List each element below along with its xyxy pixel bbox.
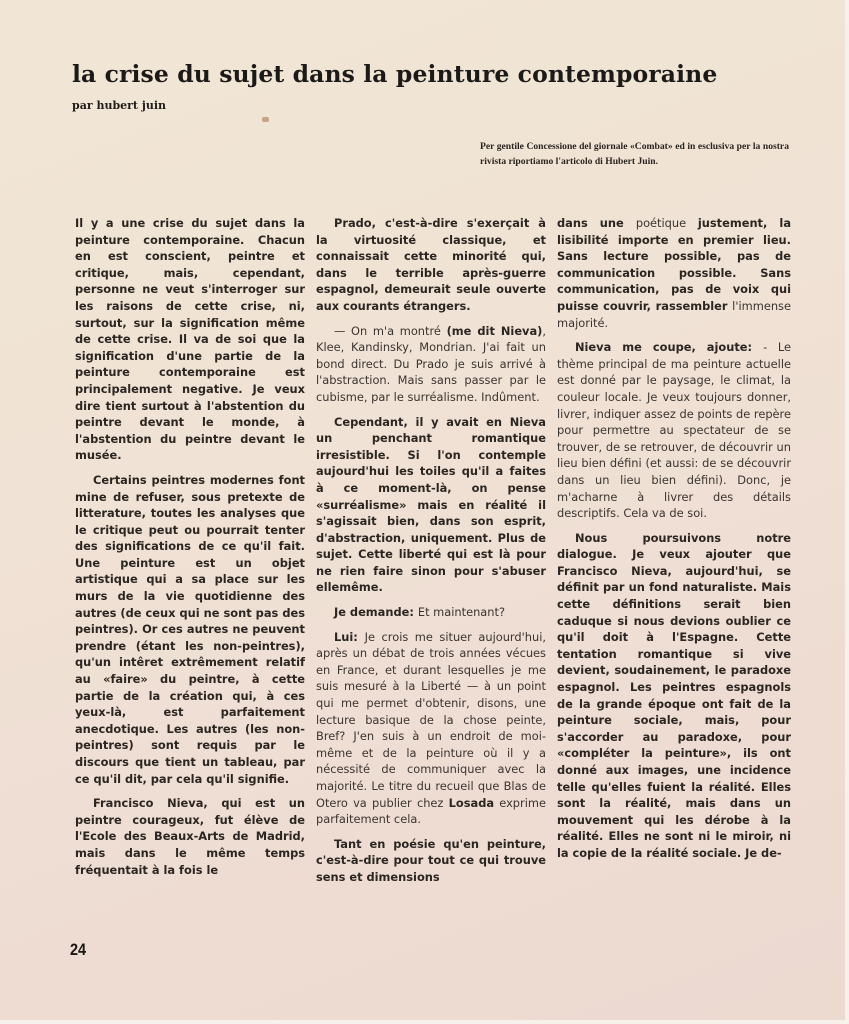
regular-text-run: exprime parfaitement cela. <box>316 795 546 827</box>
article-paragraph <box>557 339 791 522</box>
bold-text-run: Losada <box>448 795 495 810</box>
text-column-3 <box>557 215 791 870</box>
paper-stain <box>262 117 269 122</box>
regular-text-run: , Klee, Kandinsky, Mondrian. J'ai fait un bond direct. Du Prado je suis arrivé à l'abstraction. Mais sans passer par le cubisme, par le surréalisme. Indûment. <box>316 323 546 404</box>
text-column-1 <box>75 215 305 886</box>
bold-text-run: Nieva me coupe, ajoute: <box>575 340 764 355</box>
regular-text-run: poétique <box>635 216 698 230</box>
bold-text-run: justement, la lisibilité importe en premier lieu. Sans lecture possible, pas de communication possible. Sans communication, pas de voix qui puisse couvrir, rassembler <box>557 216 792 313</box>
article-paragraph: Tant en poésie qu'en peinture, c'est-à-dire pour tout ce qui trouve sens et dimensions <box>316 836 546 884</box>
bold-text-run: (me dit Nieva) <box>446 323 543 338</box>
regular-text-run: - Le thème principal de ma peinture actuelle est donné par le paysage, le climat, la couleur locale. Je veux toujours donner, livrer, indiquer assez de points de repère pour permettre au spectateur de se trouver, de se retrouver, de découvrir un lieu bien défini (et aussi: de se découvrir dans un lieu bien défini). Donc, je m'acharne à livrer des détails descriptifs. Cela va de soi. <box>557 340 791 521</box>
article-paragraph: Prado, c'est-à-dire s'exerçait à la virtuosité classique, et connaissait cette minorité qui, dans le terrible après-guerre espagnol, demeurait seule ouverte aux courants étrangers. <box>316 216 546 313</box>
article-paragraph <box>316 629 546 828</box>
article-paragraph: Cependant, il y avait en Nieva un penchant romantique irresistible. Si l'on contemple aujourd'hui les toiles qu'il a faites à ce moment-là, on pense «surréalisme» mais en réalité il s'agissait bien, dans son esprit, d'abstraction, uniquement. Plus de sujet. Cette liberté qui est là pour ne rien faire sinon pour s'abuser ellemême. <box>316 414 546 595</box>
bold-text-run: dans une <box>557 216 636 230</box>
text-column-2 <box>316 215 546 894</box>
article-paragraph: Nous poursuivons notre dialogue. Je veux ajouter que Francisco Nieva, aujourd'hui, se définit par un fond naturaliste. Mais cette définitions serait bien caduque si nous devions oublier ce qu'il doit à l'Espagne. Cette tentation romantique si vive devient, soudainement, le paradoxe espagnol. Les peintres espagnols de la grande époque ont fait de la peinture sociale, mais, pour s'accorder au paradoxe, pour «compléter la peinture», ils ont donné aux images, une incidence telle qu'elles fuient la réalité. Elles sont la réalité, mais dans un mouvement qui les dérobe à la réalité. Elles ne sont ni le miroir, ni la copie de la réalité sociale. Je de- <box>557 530 791 860</box>
article-paragraph <box>316 323 546 406</box>
article-byline: par hubert juin <box>72 99 166 112</box>
regular-text-run: Et maintenant? <box>417 605 506 620</box>
article-paragraph: Il y a une crise du sujet dans la peinture contemporaine. Chacun en est conscient, peintre et critique, mais, cependant, personne ne veut s'interroger sur les raisons de cette crise, ni, surtout, sur la signification même de cette crise. Il va de soi que la signification d'une partie de la peinture contemporaine est principalement negative. Je veux dire tient surtout à l'abstention du peintre devant le monde, à l'abstention du peintre devant le musée. <box>75 216 305 463</box>
article-paragraph: Francisco Nieva, qui est un peintre courageux, fut élève de l'Ecole des Beaux-Arts de Madrid, mais dans le même temps fréquentait à la fois le <box>75 796 305 877</box>
article-paragraph <box>557 215 791 331</box>
article-paragraph: Certains peintres modernes font mine de refuser, sous pretexte de litterature, toutes les analyses que le critique peut ou pourrait tenter des significations de ce qu'il fait. Une peinture est un objet artistique qui a sa place sur les murs de la vie quotidienne des autres (de ceux qui ne sont pas des peintres). Or ces autres ne peuvent prendre (étant les non-peintres), qu'un intêret extrêmement relatif au «faire» du peintre, à cette partie de la création qui, à ces yeux-là, est parfaitement anecdotique. Les autres (les non-peintres) sont requis par le discours que tient un tableau, par ce qu'il dit, par cela qu'il signifie. <box>75 472 305 786</box>
page-number: 24 <box>70 940 87 959</box>
article-title: la crise du sujet dans la peinture contemporaine <box>72 60 718 88</box>
regular-text-run: Je crois me situer aujourd'hui, après un débat de trois années vécues en France, et durant lesquelles je me suis mesuré à la Liberté — à un point qui me permet d'obtenir, disons, une lecture basique de la chose peinte, Bref? J'en suis à un endroit de moi-même et de la peinture où il y a nécessité de communiquer avec la majorité. Le titre du recueil que Blas de Otero va publier chez <box>316 629 546 810</box>
bold-text-run: Je demande: <box>334 605 418 620</box>
regular-text-run: l'immense majorité. <box>557 298 791 330</box>
reprint-credit-note: Per gentile Concessione del giornale «Combat» ed in esclusiva per la nostra rivista riportiamo l'articolo di Hubert Juin. <box>480 141 789 167</box>
bold-text-run: Lui: <box>334 629 365 644</box>
regular-text-run: — On m'a montré <box>334 323 447 338</box>
article-paragraph <box>316 604 546 621</box>
